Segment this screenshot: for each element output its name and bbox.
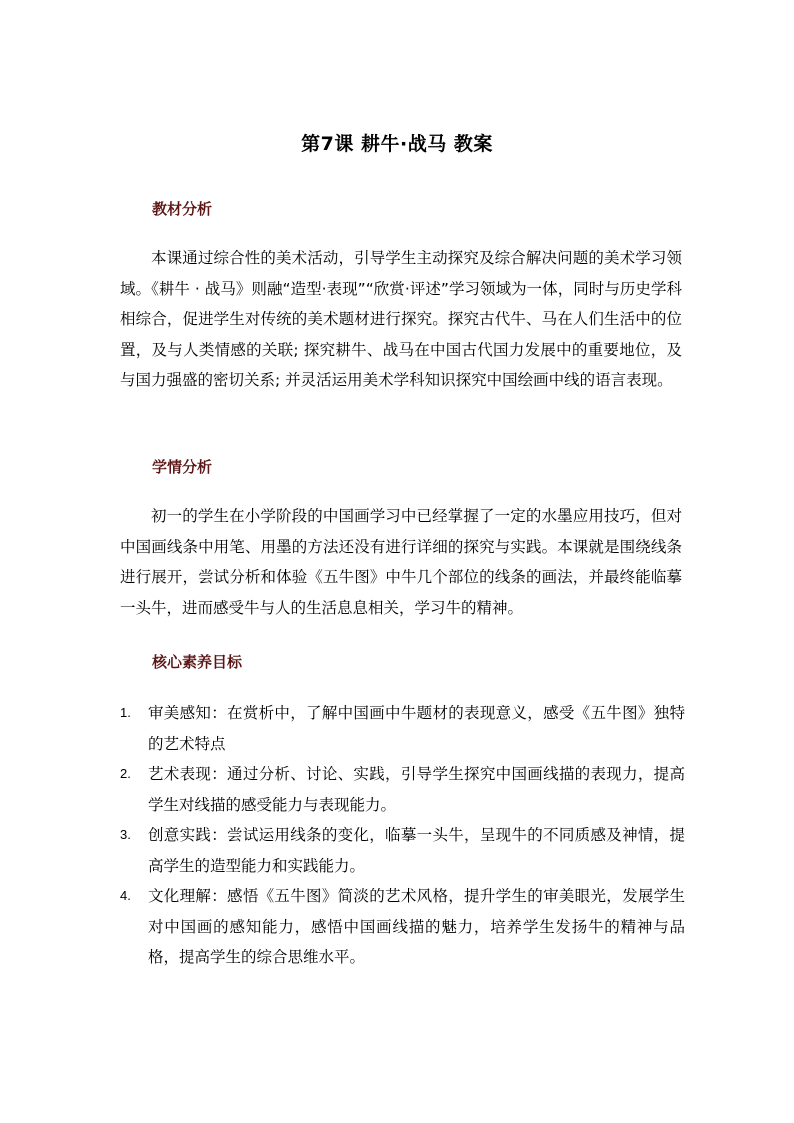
list-item-text: 审美感知：在赏析中，了解中国画中牛题材的表现意义，感受《五牛图》独特的艺术特点	[148, 704, 685, 753]
section-heading-core-goals: 核心素养目标	[152, 653, 243, 671]
list-item-text: 艺术表现：通过分析、讨论、实践，引导学生探究中国画线描的表现力，提高学生对线描的感受能力与表现能力。	[148, 765, 685, 814]
list-item	[120, 698, 685, 759]
list-item-text: 文化理解：感悟《五牛图》简淡的艺术风格，提升学生的审美眼光，发展学生对中国画的感知能力，感悟中国画线描的魅力，培养学生发扬牛的精神与品格，提高学生的综合思维水平。	[148, 887, 685, 966]
core-goals-list	[120, 698, 685, 973]
section-paragraph-textbook-analysis: 本课通过综合性的美术活动，引导学生主动探究及综合解决问题的美术学习领域。《耕牛 · 战马》则融“造型·表现”“欣赏·评述”学习领域为一体，同时与历史学科相综合，促进学生对传统的美术题材进行探究。探究古代牛、马在人们生活中的位置，及与人类情感的关联; 探究耕牛、战马在中国古代国力发展中的重要地位，及与国力强盛的密切关系; 并灵活运用美术学科知识探究中国绘画中线的语言表现。	[120, 249, 682, 389]
list-item	[120, 759, 685, 820]
list-item-number: 3.	[120, 827, 131, 842]
list-item-number: 2.	[120, 766, 131, 781]
list-item-number: 4.	[120, 888, 131, 903]
list-item-text: 创意实践：尝试运用线条的变化，临摹一头牛，呈现牛的不同质感及神情，提高学生的造型能力和实践能力。	[148, 826, 685, 875]
list-item	[120, 881, 685, 973]
list-item	[120, 820, 685, 881]
page-title: 第7课 耕牛·战马 教案	[301, 133, 493, 155]
list-item-number: 1.	[120, 705, 131, 720]
section-paragraph-student-analysis: 初一的学生在小学阶段的中国画学习中已经掌握了一定的水墨应用技巧，但对中国画线条中用笔、用墨的方法还没有进行详细的探究与实践。本课就是围绕线条进行展开，尝试分析和体验《五牛图》中牛几个部位的线条的画法，并最终能临摹一头牛，进而感受牛与人的生活息息相关，学习牛的精神。	[120, 507, 682, 617]
section-heading-textbook-analysis: 教材分析	[152, 200, 213, 218]
section-heading-student-analysis: 学情分析	[152, 458, 213, 476]
